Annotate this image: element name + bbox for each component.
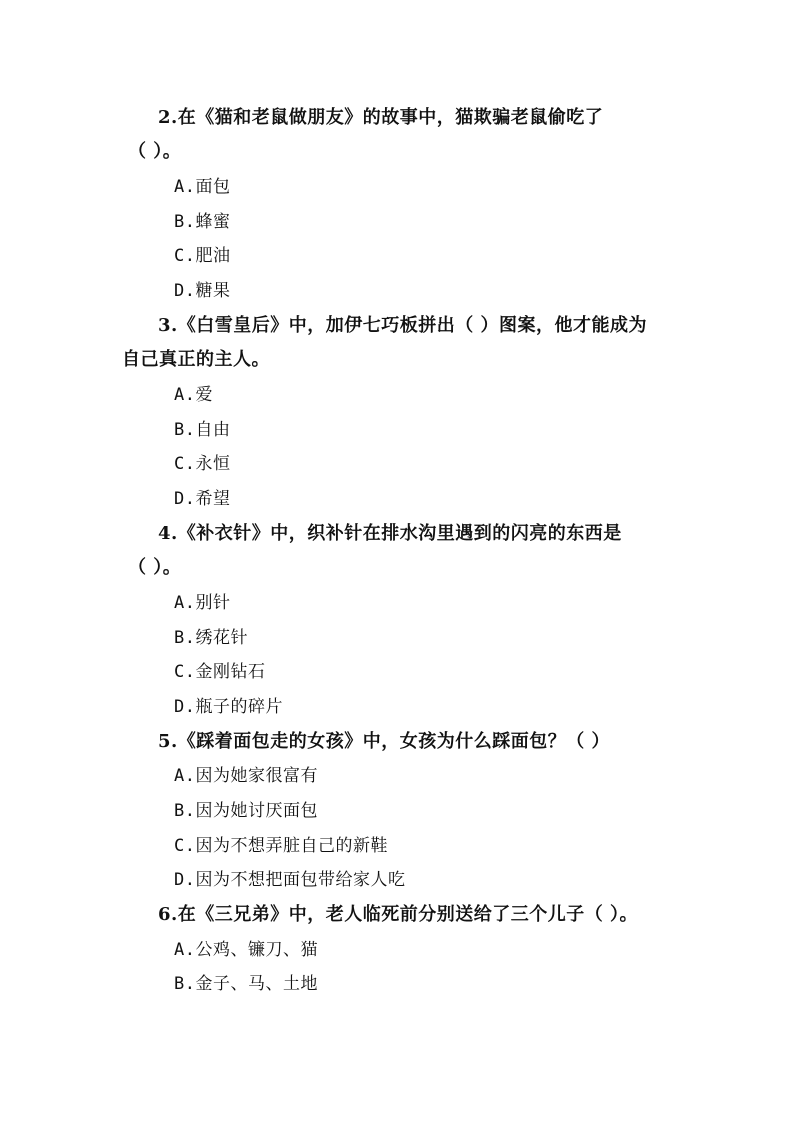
question-5-text: 5.《踩着面包走的女孩》中，女孩为什么踩面包？（ ） xyxy=(158,731,611,752)
question-2-option-d: D.糖果 xyxy=(174,281,231,301)
question-3-option-b: B.自由 xyxy=(174,420,231,440)
question-6-option-b: B.金子、马、土地 xyxy=(174,974,318,994)
question-4-option-a: A.别针 xyxy=(174,593,231,613)
question-2-option-c: C.肥油 xyxy=(174,246,231,266)
question-5-option-b: B.因为她讨厌面包 xyxy=(174,801,318,821)
question-2-option-b: B.蜂蜜 xyxy=(174,212,231,232)
question-2-blank: （ ）。 xyxy=(128,141,182,162)
question-3-text: 3.《白雪皇后》中，加伊七巧板拼出（ ）图案，他才能成为 xyxy=(158,315,648,336)
question-2-option-a: A.面包 xyxy=(174,177,231,197)
question-2-text: 2.在《猫和老鼠做朋友》的故事中，猫欺骗老鼠偷吃了 xyxy=(158,107,604,128)
question-5-option-d: D.因为不想把面包带给家人吃 xyxy=(174,870,406,890)
question-4-option-c: C.金刚钻石 xyxy=(174,662,266,682)
question-3-option-c: C.永恒 xyxy=(174,454,231,474)
question-4-option-b: B.绣花针 xyxy=(174,628,248,648)
question-3-continuation: 自己真正的主人。 xyxy=(122,349,270,370)
question-3-option-d: D.希望 xyxy=(174,489,231,509)
question-6-text: 6.在《三兄弟》中，老人临死前分别送给了三个儿子（ ）。 xyxy=(158,904,639,925)
question-3-option-a: A.爱 xyxy=(174,385,213,405)
question-4-text: 4.《补衣针》中，织补针在排水沟里遇到的闪亮的东西是 xyxy=(158,523,622,544)
question-4-blank: （ ）。 xyxy=(128,557,182,578)
question-5-option-c: C.因为不想弄脏自己的新鞋 xyxy=(174,836,388,856)
question-5-option-a: A.因为她家很富有 xyxy=(174,766,318,786)
question-4-option-d: D.瓶子的碎片 xyxy=(174,697,283,717)
question-6-option-a: A.公鸡、镰刀、猫 xyxy=(174,940,318,960)
